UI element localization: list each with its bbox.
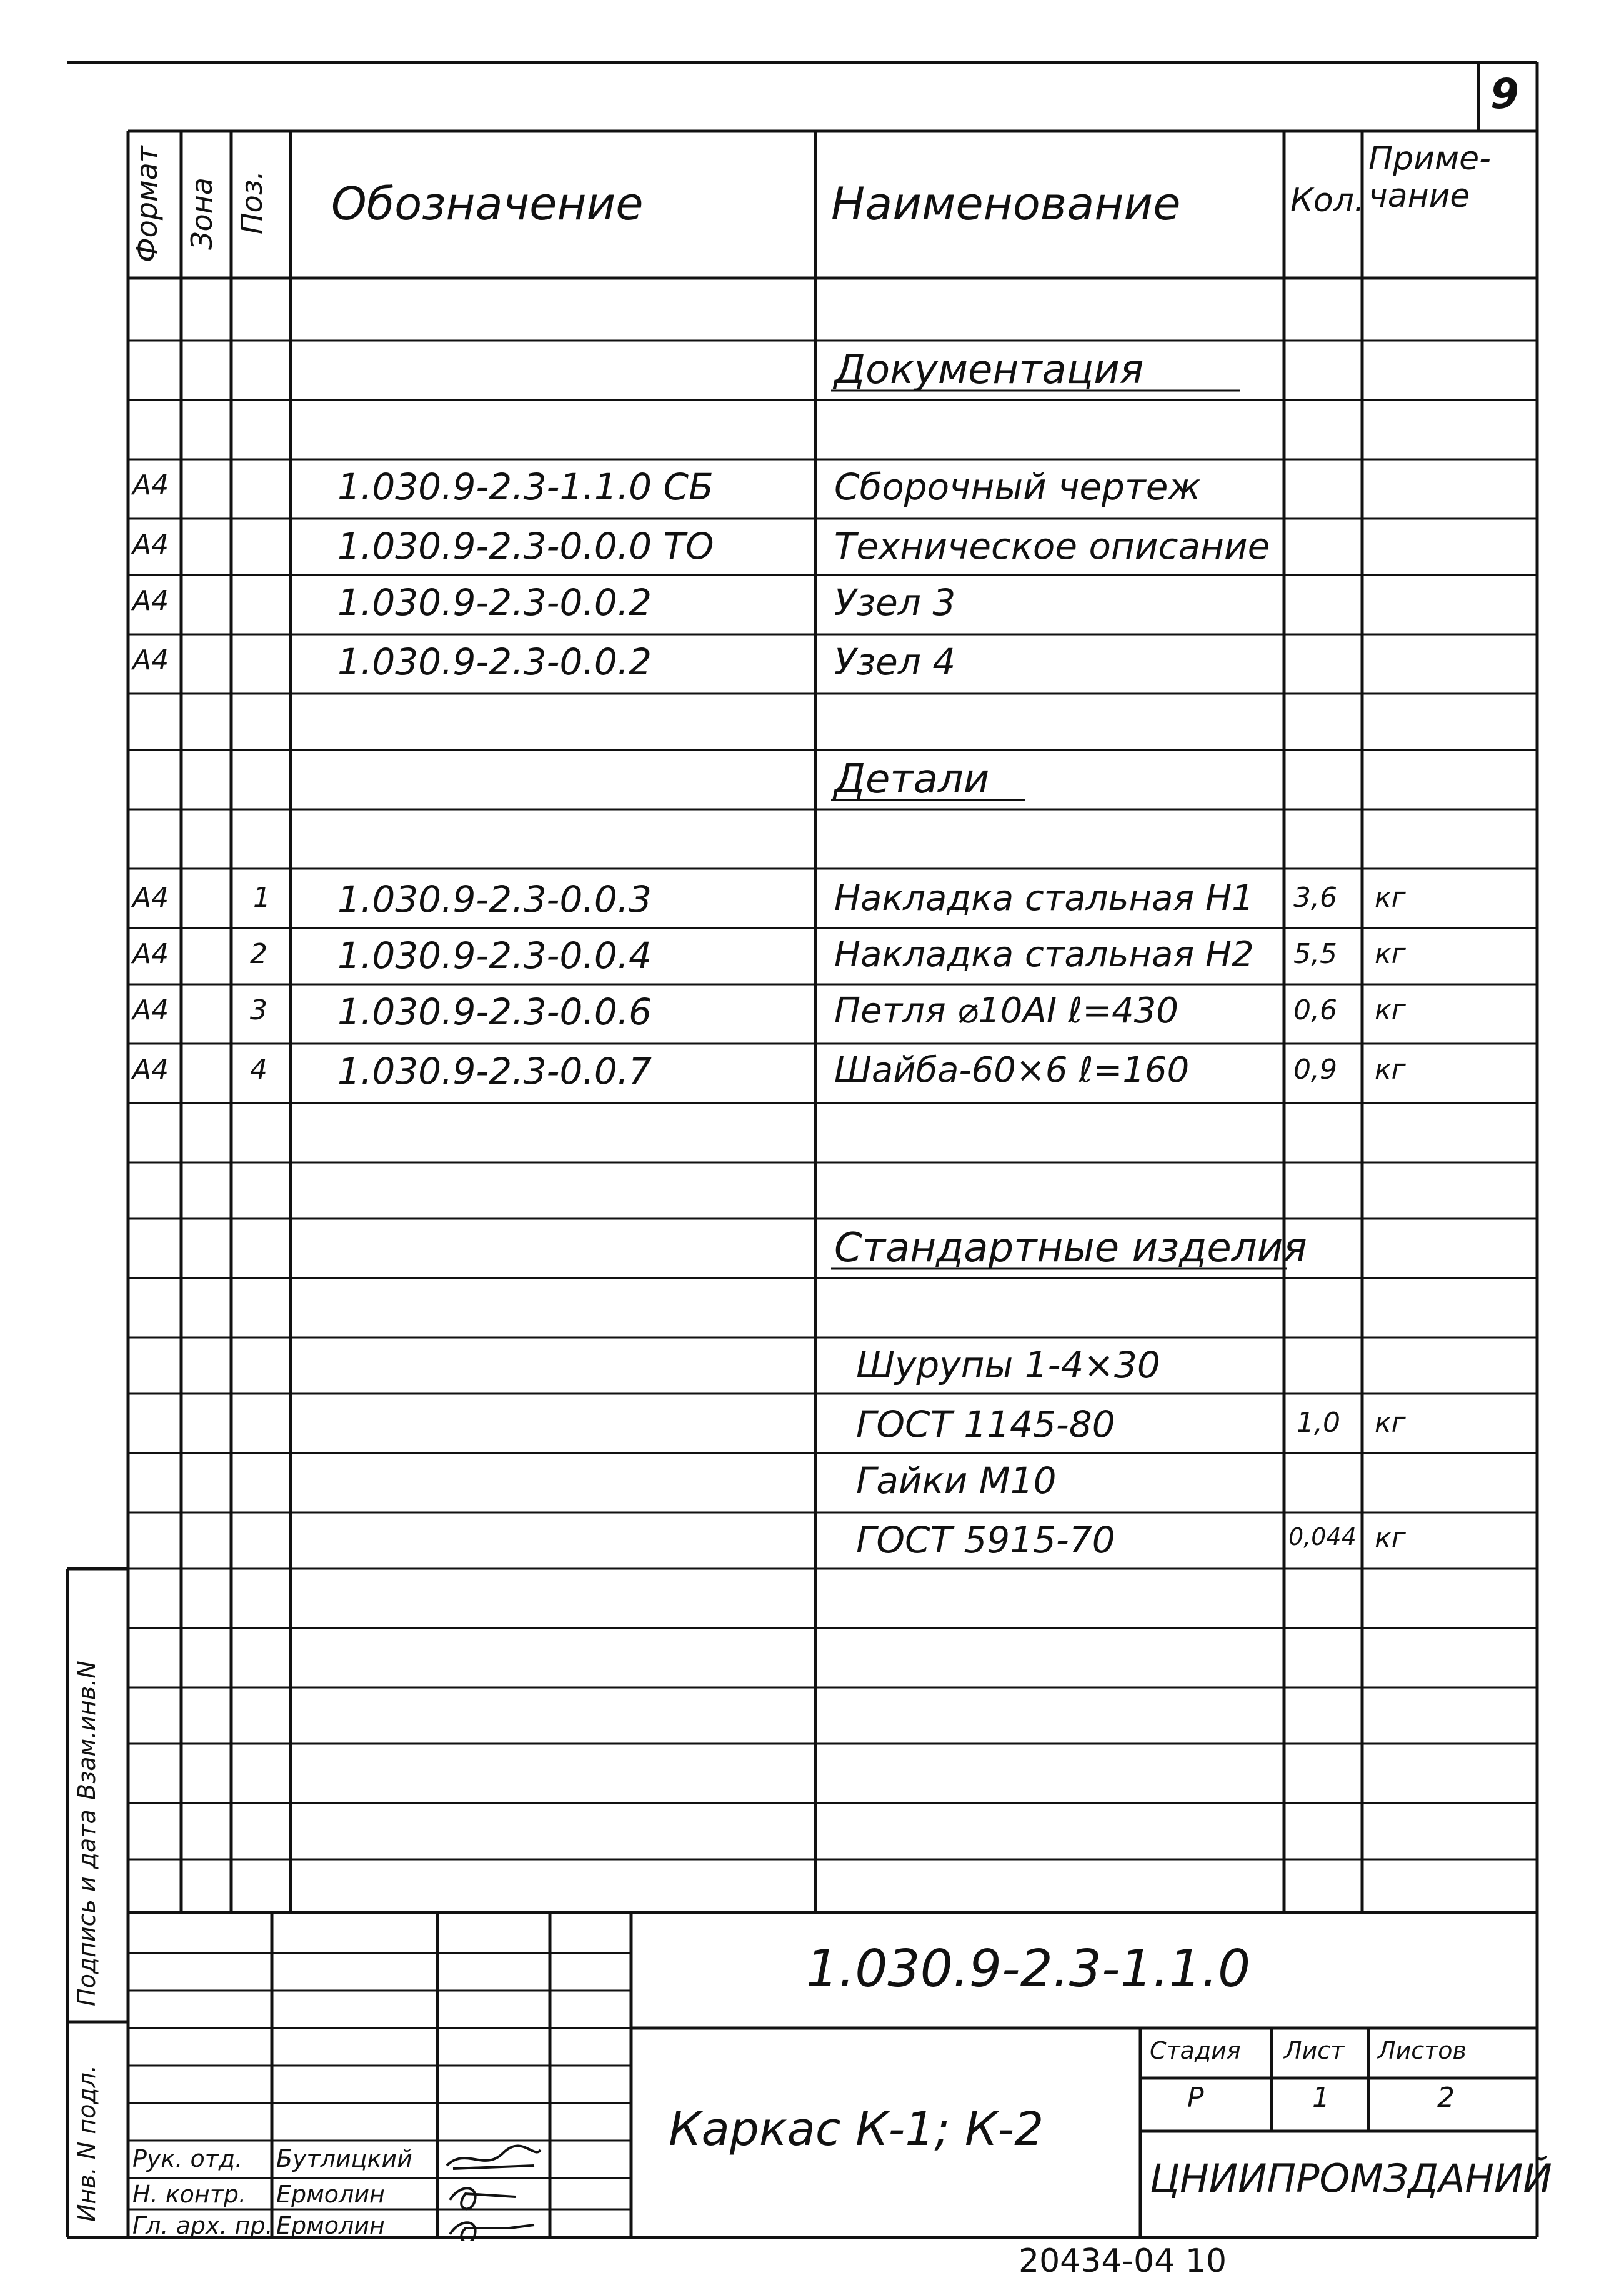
row-format: А4 (132, 529, 169, 561)
stamp-doc-code: 1.030.9-2.3-1.1.0 (806, 1939, 1251, 1999)
side-label-sign-date: Подпись и дата (73, 1809, 101, 2006)
row-designation: 1.030.9-2.3-0.0.2 (337, 641, 652, 683)
side-label-replace-inv: Взам.инв.N (73, 1661, 101, 1800)
section-details: Детали (834, 756, 990, 802)
row-name: Узел 4 (834, 641, 956, 683)
section-documentation: Документация (834, 347, 1144, 393)
row-name: Техническое описание (834, 525, 1270, 567)
row-designation: 1.030.9-2.3-0.0.7 (337, 1050, 652, 1092)
row-format: А4 (132, 644, 169, 676)
row-name: ГОСТ 5915-70 (856, 1519, 1115, 1561)
person-name: Ермолин (276, 2212, 385, 2239)
row-pos: 3 (250, 994, 267, 1026)
stamp-sheet: 1 (1312, 2082, 1330, 2114)
stamp-stage: Р (1187, 2082, 1204, 2114)
row-designation: 1.030.9-2.3-0.0.2 (337, 581, 652, 624)
row-name: Шайба-60×6 ℓ=160 (834, 1050, 1190, 1091)
person-role: Гл. арх. пр. (132, 2212, 273, 2239)
row-format: А4 (132, 469, 169, 501)
row-qty: 1,0 (1297, 1407, 1340, 1439)
person-role: Н. контр. (132, 2181, 247, 2208)
row-format: А4 (132, 1054, 169, 1086)
row-note: кг (1375, 994, 1406, 1026)
stamp-sheet-label: Лист (1284, 2037, 1345, 2064)
page-number: 9 (1490, 70, 1519, 118)
signature (441, 2141, 547, 2241)
row-format: А4 (132, 994, 169, 1026)
person-name: Ермолин (276, 2181, 385, 2208)
row-name: Накладка стальная Н1 (834, 878, 1254, 919)
row-pos: 4 (250, 1054, 267, 1086)
header-pos: Поз. (235, 171, 269, 234)
header-note: Приме- чание (1368, 140, 1491, 215)
row-designation: 1.030.9-2.3-0.0.3 (337, 878, 652, 921)
row-pos: 2 (250, 938, 267, 970)
row-qty: 3,6 (1293, 882, 1337, 914)
row-name: Сборочный чертеж (834, 466, 1201, 508)
row-designation: 1.030.9-2.3-1.1.0 СБ (337, 466, 714, 508)
row-name: Гайки М10 (856, 1459, 1057, 1502)
row-note: кг (1375, 938, 1406, 970)
row-format: А4 (132, 882, 169, 914)
stamp-sheets: 2 (1437, 2082, 1455, 2114)
side-label-inv-orig: Инв. N подл. (73, 2064, 101, 2222)
row-name: Узел 3 (834, 581, 956, 624)
stamp-stage-label: Стадия (1150, 2037, 1241, 2064)
row-designation: 1.030.9-2.3-0.0.4 (337, 934, 652, 977)
row-name: ГОСТ 1145-80 (856, 1403, 1115, 1446)
row-format: А4 (132, 585, 169, 617)
bottom-code: 20434-04 10 (1019, 2242, 1227, 2280)
person-role: Рук. отд. (132, 2145, 243, 2172)
row-format: А4 (132, 938, 169, 970)
row-name: Петля ⌀10АI ℓ=430 (834, 991, 1179, 1031)
row-qty: 0,9 (1293, 1054, 1337, 1086)
section-standard: Стандартные изделия (834, 1225, 1307, 1271)
header-zone: Зона (185, 177, 219, 250)
header-format: Формат (130, 146, 164, 262)
row-designation: 1.030.9-2.3-0.0.6 (337, 991, 652, 1033)
row-name: Шурупы 1-4×30 (856, 1344, 1160, 1386)
header-name: Наименование (831, 177, 1181, 230)
header-qty: Кол. (1290, 182, 1365, 219)
row-qty: 0,6 (1293, 994, 1337, 1026)
row-note: кг (1375, 1054, 1406, 1086)
person-name: Бутлицкий (276, 2145, 412, 2172)
row-qty: 0,044 (1288, 1523, 1357, 1551)
stamp-title: Каркас К-1; К-2 (669, 2102, 1044, 2156)
header-designation: Обозначение (331, 177, 644, 230)
row-note: кг (1375, 1407, 1406, 1439)
stamp-sheets-label: Листов (1378, 2037, 1467, 2064)
row-pos: 1 (253, 882, 271, 914)
row-note: кг (1375, 882, 1406, 914)
row-name: Накладка стальная Н2 (834, 934, 1254, 975)
row-qty: 5,5 (1293, 938, 1337, 970)
row-note: кг (1375, 1522, 1406, 1554)
row-designation: 1.030.9-2.3-0.0.0 ТО (337, 525, 714, 567)
stamp-org: ЦНИИПРОМЗДАНИЙ (1150, 2156, 1552, 2201)
